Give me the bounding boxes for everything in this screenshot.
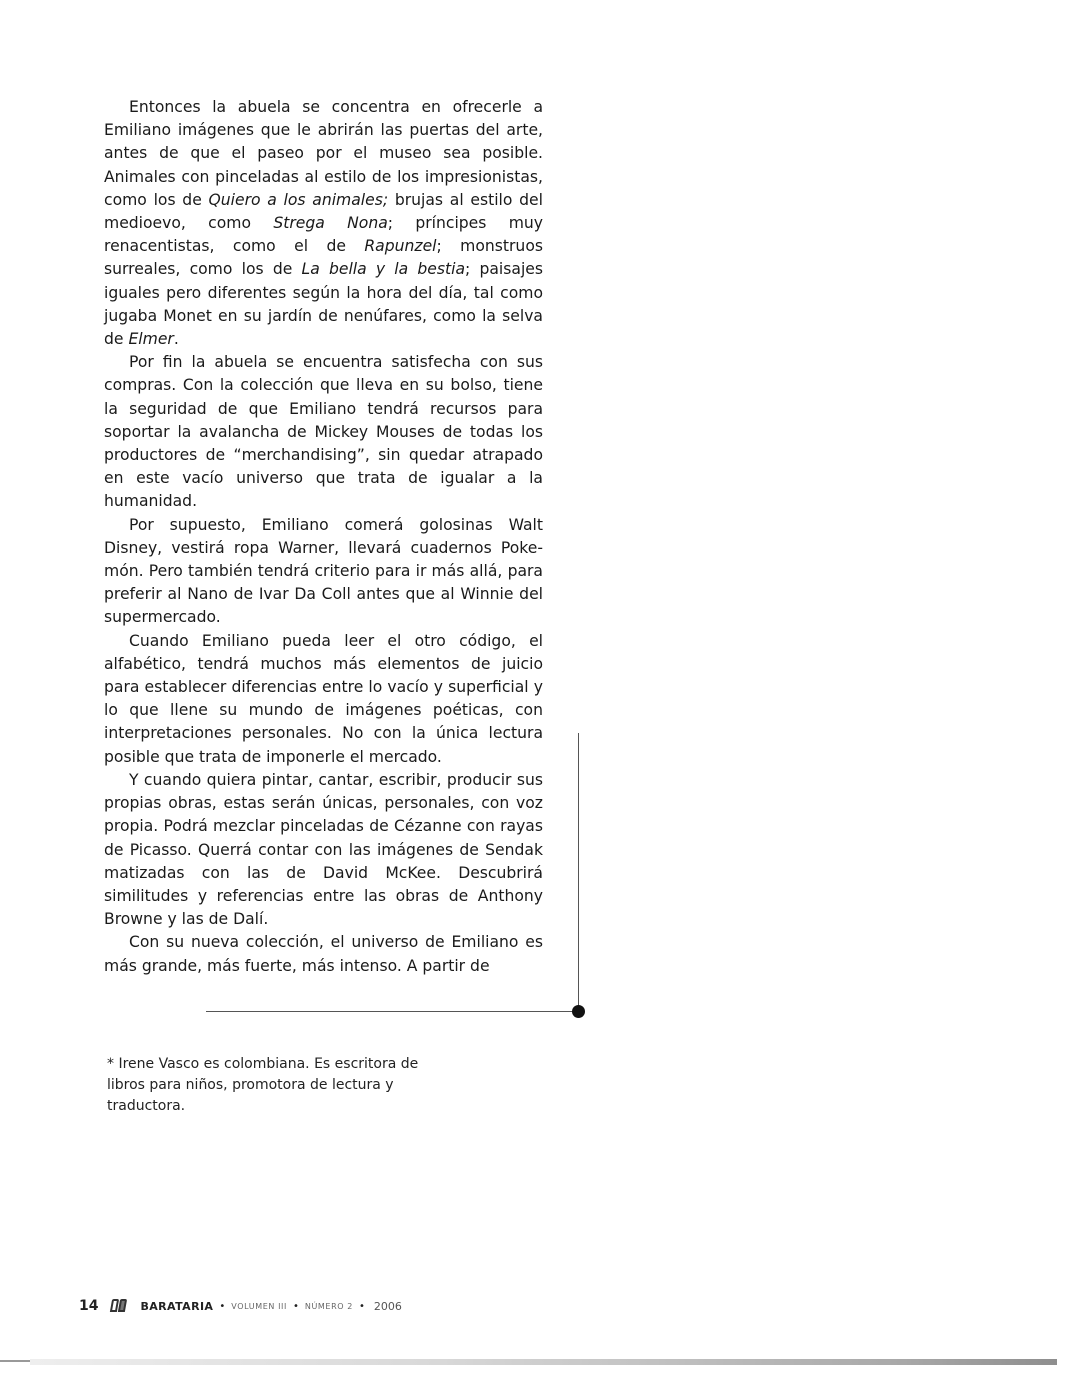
book-title: Strega Nona bbox=[273, 214, 388, 233]
page-number: 14 bbox=[79, 1298, 99, 1314]
paragraph bbox=[104, 630, 543, 769]
barataria-logo-icon bbox=[110, 1298, 130, 1314]
volume-label: VOLUMEN III bbox=[231, 1301, 287, 1311]
footer-bullet: • bbox=[292, 1300, 299, 1312]
text-run: brujas al estilo del medioevo, como bbox=[104, 190, 543, 233]
paragraph bbox=[104, 351, 543, 513]
text-run: ; paisajes iguales pero diferentes según la hora del día, tal como jugaba Monet en su jardín de nenúfares, como la selva de bbox=[104, 260, 543, 349]
footer-bullet: • bbox=[358, 1300, 365, 1312]
text-run: ; príncipes muy renacentistas, como el de bbox=[104, 214, 543, 256]
paragraph bbox=[104, 514, 543, 630]
book-title: Quiero a los animales; bbox=[208, 190, 389, 209]
decorative-horizontal-rule bbox=[206, 1011, 578, 1012]
text-run: Por supuesto, Emiliano comerá golosinas Walt Disney, vestirá ropa Warner, llevará cuadernos Pokemón. Pero también tendrá criterio para ir más allá, para preferir al Nano de Ivar Da Coll antes que al Winnie del supermercado. bbox=[104, 515, 543, 627]
scan-edge-shadow bbox=[30, 1359, 1057, 1365]
article-body bbox=[104, 96, 543, 978]
author-footnote: * Irene Vasco es colombiana. Es escritora de libros para niños, promotora de lectura y traductora. bbox=[107, 1056, 419, 1114]
text-run: Cuando Emiliano pueda leer el otro código, el alfabético, tendrá muchos más elementos de juicio para establecer diferencias entre lo vacío y superficial y lo que llene su mundo de imágenes poéticas, con interpretaciones personales. No con la única lectura posible que trata de imponerle el mercado. bbox=[104, 631, 543, 766]
book-title: La bella y la bestia bbox=[301, 260, 466, 279]
text-run: . bbox=[173, 330, 179, 349]
text-run: Entonces la abuela se concentra en ofrecerle a Emiliano imágenes que le abrirán las puertas del arte, antes de que el paseo por el museo sea posible. Animales con pinceladas al estilo de los impresionistas, como los de bbox=[104, 98, 543, 209]
paragraph bbox=[104, 769, 543, 931]
book-title: Rapunzel bbox=[364, 237, 437, 256]
paragraph bbox=[104, 931, 543, 977]
text-run: ; monstruos surreales, como los de bbox=[104, 237, 543, 279]
issue-label: NÚMERO 2 bbox=[304, 1301, 353, 1311]
decorative-vertical-rule bbox=[578, 733, 579, 1011]
paragraph bbox=[104, 96, 543, 351]
year-label: 2006 bbox=[373, 1299, 402, 1313]
book-title: Elmer bbox=[128, 330, 174, 349]
journal-name: BARATARIA bbox=[140, 1299, 214, 1313]
text-run: Con su nueva colección, el universo de Emiliano es más grande, más fuerte, más intenso. A partir de bbox=[104, 933, 543, 975]
text-run: Y cuando quiera pintar, cantar, escribir, producir sus propias obras, estas serán únicas, personales, con voz propia. Podrá mezclar pinceladas de Cézanne con rayas de Picasso. Querrá contar con las imágenes de Sendak matizadas con las de David McKee. Descubrirá similitudes y referencias entre las obras de Anthony Browne y las de Dalí. bbox=[104, 770, 543, 929]
text-run: Por fin la abuela se encuentra satisfecha con sus compras. Con la colección que lleva en su bolso, tiene la seguridad de que Emiliano tendrá recursos para soportar la avalancha de Mickey Mouses de todas los productores de “merchandising”, sin quedar atrapado en este vacío universo que trata de igualar a la humanidad. bbox=[104, 353, 543, 511]
page-footer bbox=[79, 1296, 402, 1316]
footer-bullet: • bbox=[219, 1300, 226, 1312]
decorative-dot bbox=[572, 1005, 585, 1018]
